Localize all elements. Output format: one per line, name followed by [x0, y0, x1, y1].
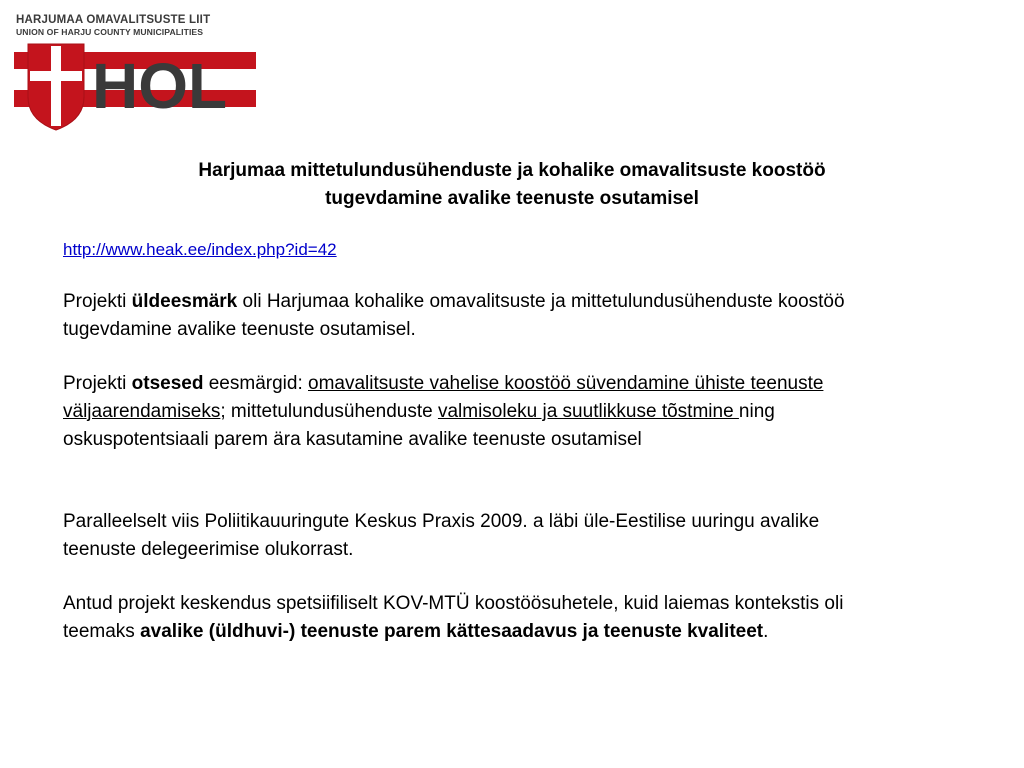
logo-wordmark: HOL — [92, 50, 228, 122]
paragraph-project-focus: Antud projekt keskendus spetsiifiliselt KOV-MTÜ koostöösuhetele, kuid laiemas kontekstis oli teemaks avalike (üldhuvi-) teenuste parem kättesaadavus ja teenuste kvaliteet. — [63, 593, 844, 642]
page-title: Harjumaa mittetulundusühenduste ja kohalike omavalitsuste koostöö tugevdamine avalike teenuste osutamisel — [198, 160, 826, 209]
paragraph-praxis-study: Paralleelselt viis Poliitikauuringute Keskus Praxis 2009. a läbi üle-Eestilise uuringu avalike teenuste delegeerimise olukorrast. — [63, 511, 820, 560]
logo-org-name-english: UNION OF HARJU COUNTY MUNICIPALITIES — [16, 27, 204, 37]
project-link[interactable]: http://www.heak.ee/index.php?id=42 — [63, 240, 337, 259]
paragraph-general-goal: Projekti üldeesmärk oli Harjumaa kohalike omavalitsuste ja mittetulundusühenduste koostöö tugevdamine avalike teenuste osutamisel. — [63, 291, 845, 340]
logo-org-name: HARJUMAA OMAVALITSUSTE LIIT — [16, 14, 211, 26]
hol-logo — [14, 12, 259, 132]
paragraph-direct-goals: Projekti otsesed eesmärgid: omavalitsuste vahelise koostöö süvendamine ühiste teenuste väljaarendamiseks; mittetulundusühenduste valmisoleku ja suutlikkuse tõstmine ning oskuspotentsiaali parem ära kasutamine avalike teenuste osutamisel — [63, 373, 824, 450]
logo-emblem — [14, 42, 259, 132]
